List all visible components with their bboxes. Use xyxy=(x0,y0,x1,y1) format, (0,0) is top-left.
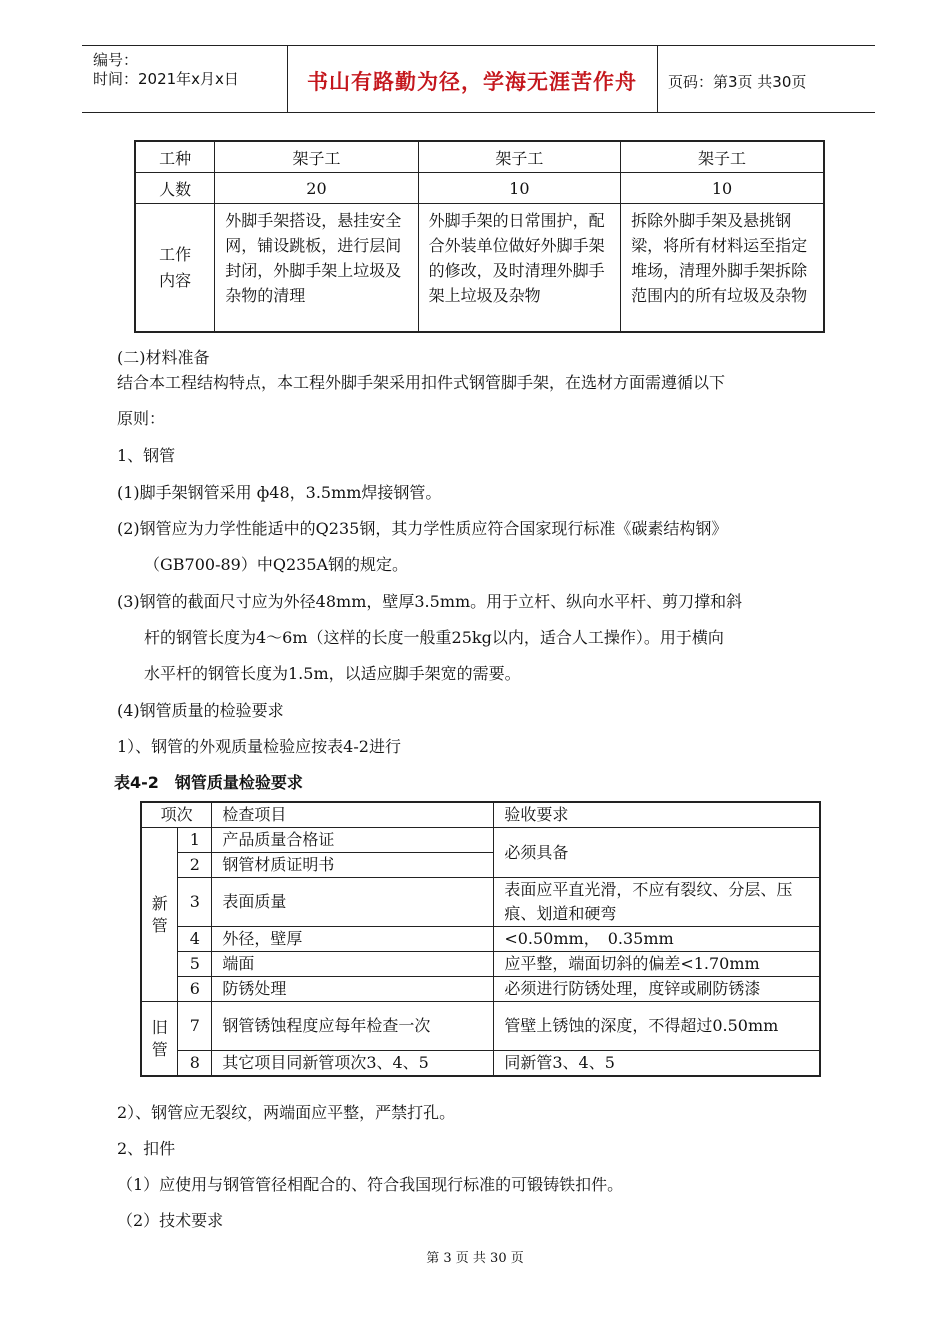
header-cell: 项次 xyxy=(141,802,212,828)
header-serial: 编号： xyxy=(93,51,139,69)
header-page-number: 页码：第3页 共30页 xyxy=(668,73,807,91)
check-item: 端面 xyxy=(212,952,494,977)
paragraph: 结合本工程结构特点，本工程外脚手架采用扣件式钢管脚手架，在选材方面需遵循以下 xyxy=(117,373,726,392)
paragraph: （GB700-89）中Q235A钢的规定。 xyxy=(144,555,409,574)
table-row xyxy=(141,828,820,853)
row-number: 8 xyxy=(178,1051,212,1077)
count-cell: 10 xyxy=(621,173,824,204)
paragraph: （1）应使用与钢管管径相配合的、符合我国现行标准的可锻铸铁扣件。 xyxy=(117,1175,624,1194)
requirement: 管壁上锈蚀的深度，不得超过0.50mm xyxy=(494,1002,820,1051)
header-bottom-rule xyxy=(82,112,875,113)
table-row xyxy=(135,204,824,333)
task-cell: 外脚手架的日常围护，配合外装单位做好外脚手架的修改，及时清理外脚手架上垃圾及杂物 xyxy=(418,204,620,333)
paragraph: 水平杆的钢管长度为1.5m，以适应脚手架宽的需要。 xyxy=(144,664,521,683)
trade-cell: 架子工 xyxy=(418,141,620,173)
table-row xyxy=(135,173,824,204)
trade-cell: 架子工 xyxy=(215,141,418,173)
row-label: 工作 内容 xyxy=(135,204,215,333)
check-item: 表面质量 xyxy=(212,878,494,927)
paragraph: (1)脚手架钢管采用 ф48，3.5mm焊接钢管。 xyxy=(117,483,442,502)
check-item: 钢管锈蚀程度应每年检查一次 xyxy=(212,1002,494,1051)
paragraph: (3)钢管的截面尺寸应为外径48mm，壁厚3.5mm。用于立杆、纵向水平杆、剪刀撑和斜 xyxy=(117,592,743,611)
count-cell: 20 xyxy=(215,173,418,204)
table-row xyxy=(141,1002,820,1051)
subheading: 2、扣件 xyxy=(117,1139,176,1158)
task-cell: 外脚手架搭设，悬挂安全网，铺设跳板，进行层间封闭，外脚手架上垃圾及杂物的清理 xyxy=(215,204,418,333)
check-item: 其它项目同新管项次3、4、5 xyxy=(212,1051,494,1077)
paragraph: (2)钢管应为力学性能适中的Q235钢，其力学性质应符合国家现行标准《碳素结构钢》 xyxy=(117,519,728,538)
table-row xyxy=(141,927,820,952)
header-top-rule xyxy=(82,45,875,46)
header-time: 时间：2021年x月x日 xyxy=(93,70,239,88)
requirement: <0.50mm， 0.35mm xyxy=(494,927,820,952)
group-label-new: 新 管 xyxy=(141,828,178,1002)
check-item: 防锈处理 xyxy=(212,977,494,1002)
table-header-row xyxy=(141,802,820,828)
paragraph: 原则： xyxy=(117,409,166,428)
table-row xyxy=(141,952,820,977)
table-row xyxy=(135,141,824,173)
check-item: 产品质量合格证 xyxy=(212,828,494,853)
check-item: 外径，壁厚 xyxy=(212,927,494,952)
requirement: 应平整，端面切斜的偏差<1.70mm xyxy=(494,952,820,977)
requirement: 必须具备 xyxy=(494,828,820,878)
header-divider xyxy=(657,45,658,112)
requirement: 必须进行防锈处理，度锌或刷防锈漆 xyxy=(494,977,820,1002)
count-cell: 10 xyxy=(418,173,620,204)
subheading: 1、钢管 xyxy=(117,446,176,465)
requirement: 同新管3、4、5 xyxy=(494,1051,820,1077)
paragraph: 杆的钢管长度为4～6m（这样的长度一般重25kg以内，适合人工操作）。用于横向 xyxy=(144,628,724,647)
task-cell: 拆除外脚手架及悬挑钢梁，将所有材料运至指定堆场，清理外脚手架拆除范围内的所有垃圾及杂物 xyxy=(621,204,824,333)
paragraph: 2）、钢管应无裂纹，两端面应平整，严禁打孔。 xyxy=(117,1103,456,1122)
crew-table xyxy=(134,140,825,333)
table-caption: 表4-2 钢管质量检验要求 xyxy=(114,773,303,792)
row-number: 6 xyxy=(178,977,212,1002)
requirement: 表面应平直光滑，不应有裂纹、分层、压痕、划道和硬弯 xyxy=(494,878,820,927)
table-row xyxy=(141,977,820,1002)
paragraph: (4)钢管质量的检验要求 xyxy=(117,701,284,720)
inspection-table xyxy=(140,801,821,1077)
table-row xyxy=(141,1051,820,1077)
header-motto: 书山有路勤为径，学海无涯苦作舟 xyxy=(307,70,637,94)
header-cell: 检查项目 xyxy=(212,802,494,828)
paragraph: （2）技术要求 xyxy=(117,1211,224,1230)
page-footer: 第 3 页 共 30 页 xyxy=(426,1251,524,1266)
table-row xyxy=(141,878,820,927)
row-number: 4 xyxy=(178,927,212,952)
row-number: 2 xyxy=(178,853,212,878)
row-number: 7 xyxy=(178,1002,212,1051)
group-label-old: 旧 管 xyxy=(141,1002,178,1077)
row-label: 工种 xyxy=(135,141,215,173)
row-label: 人数 xyxy=(135,173,215,204)
row-number: 1 xyxy=(178,828,212,853)
paragraph: 1）、钢管的外观质量检验应按表4-2进行 xyxy=(117,737,401,756)
section-heading: (二)材料准备 xyxy=(117,348,210,367)
check-item: 钢管材质证明书 xyxy=(212,853,494,878)
row-number: 5 xyxy=(178,952,212,977)
row-number: 3 xyxy=(178,878,212,927)
header-cell: 验收要求 xyxy=(494,802,820,828)
trade-cell: 架子工 xyxy=(621,141,824,173)
